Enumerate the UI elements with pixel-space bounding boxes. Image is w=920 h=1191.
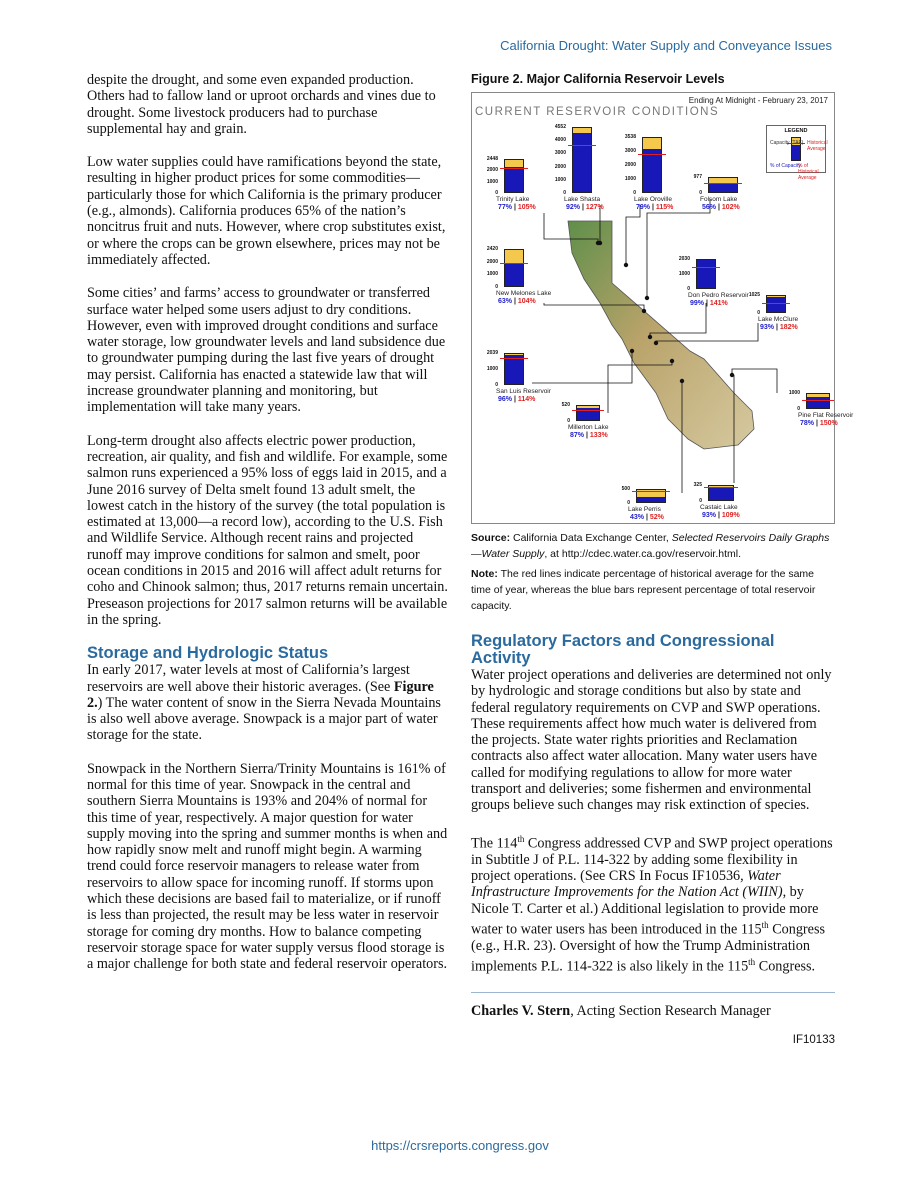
pct-historical: 114% bbox=[517, 396, 536, 403]
separator: | bbox=[512, 204, 518, 211]
tick-label: 0 bbox=[495, 190, 498, 196]
storage-fill bbox=[807, 397, 829, 408]
figure-date-line: Ending At Midnight - February 23, 2017 bbox=[688, 96, 828, 105]
reservoir-name: New Melones Lake bbox=[496, 290, 552, 297]
historical-average-line bbox=[692, 267, 720, 268]
reservoir-name: Lake Perris bbox=[628, 506, 661, 513]
tick-label: 0 bbox=[563, 190, 566, 196]
historical-average-line bbox=[632, 491, 670, 492]
tick-label: 0 bbox=[567, 418, 570, 424]
figure-note bbox=[471, 566, 835, 614]
right-column bbox=[471, 72, 854, 1047]
capacity-bar bbox=[642, 137, 662, 193]
author-name: Charles V. Stern bbox=[471, 1003, 571, 1020]
running-header: California Drought: Water Supply and Conveyance Issues bbox=[500, 38, 832, 53]
tick-label: 2000 bbox=[486, 167, 498, 174]
separator: | bbox=[704, 300, 710, 307]
pct-capacity: 56% bbox=[702, 204, 717, 211]
reservoir-name: Don Pedro Reservoir bbox=[688, 292, 749, 299]
text-run: , at http://cdec.water.ca.gov/reservoir.html. bbox=[544, 548, 742, 560]
separator: | bbox=[584, 432, 590, 439]
separator: | bbox=[512, 298, 518, 305]
capacity-bar bbox=[696, 259, 716, 289]
text-run: Congress addressed CVP and SWP project operations in Subtitle J of P.L. 114-322 by adding some flexibility in project operations. (See CRS In Focus IF10536, bbox=[471, 835, 833, 884]
figure-reference: Figure 2. bbox=[87, 678, 434, 711]
tick-label: 2030 bbox=[678, 256, 690, 262]
reservoir-name: Lake McClure bbox=[758, 316, 799, 323]
storage-fill bbox=[767, 297, 785, 312]
separator: | bbox=[580, 204, 586, 211]
paragraph bbox=[471, 831, 835, 976]
left-column bbox=[87, 72, 449, 990]
capacity-bar bbox=[708, 177, 738, 193]
tick-label: 2000 bbox=[554, 163, 566, 170]
pct-historical: 115% bbox=[655, 204, 674, 211]
reservoir-percentages bbox=[570, 432, 608, 439]
legend-pct-historical-label: % of Historical Average bbox=[798, 163, 819, 181]
capacity-bar bbox=[504, 159, 524, 193]
separator: | bbox=[716, 204, 722, 211]
storage-fill bbox=[505, 167, 523, 192]
historical-average-line bbox=[704, 183, 742, 184]
reservoir-name: Millerton Lake bbox=[568, 424, 609, 431]
tick-label: 1000 bbox=[486, 271, 498, 278]
text-run: ) The water content of snow in the Sierra Nevada Mountains is also well above average. Snowpack is a major part of water storage for the state. bbox=[87, 694, 441, 744]
paragraph bbox=[87, 662, 449, 743]
paragraph: Long-term drought also affects electric power production, recreation, air quality, and fish and wildlife. For example, some salmon runs experienced a 95% loss of eggs laid in 2015, and a June 2016 survey of Delta smelt found 13 adult smelt, the lowest catch in the history of the survey (the total population is estimated at 13,000—a record low), according to the U.S. Fish and Wildlife Service. Although recent rains and projected runoff may improve conditions for salmon and smelt, poor ocean conditions in 2015 and 2016 will affect adult returns for coho and Chinook salmon; thus, 2017 returns remain uncertain. Preseason projections for 2017 salmon returns will be available in the spring. bbox=[87, 432, 448, 628]
pct-historical: 109% bbox=[721, 512, 740, 519]
reservoir-name: Castaic Lake bbox=[700, 504, 738, 511]
tick-label: 500 bbox=[621, 486, 630, 492]
historical-average-line bbox=[638, 154, 666, 155]
note-label: Note: bbox=[471, 568, 498, 580]
section-heading-storage: Storage and Hydrologic Status bbox=[87, 644, 329, 663]
text-run: California Data Exchange Center, bbox=[510, 532, 672, 544]
reservoir-percentages bbox=[566, 204, 604, 211]
tick-label: 2420 bbox=[486, 246, 498, 252]
pct-historical: 141% bbox=[709, 300, 728, 307]
pct-capacity: 87% bbox=[570, 432, 585, 439]
capacity-bar bbox=[806, 393, 830, 409]
storage-fill bbox=[643, 149, 661, 192]
source-title: Selected Reservoirs Daily Graphs—Water Supply bbox=[471, 532, 830, 560]
storage-fill bbox=[573, 133, 591, 192]
tick-label: 1000 bbox=[624, 176, 636, 182]
text-run: In early 2017, water levels at most of California’s largest reservoirs are well above their historic averages. (See bbox=[87, 662, 410, 695]
historical-average-line bbox=[500, 263, 528, 264]
reservoir-name: Trinity Lake bbox=[496, 196, 530, 203]
tick-label: 2000 bbox=[624, 162, 636, 168]
reservoir-name: Lake Oroville bbox=[634, 196, 672, 203]
historical-average-line bbox=[500, 168, 528, 169]
tick-label: 0 bbox=[633, 190, 636, 196]
capacity-bar bbox=[766, 295, 786, 313]
paragraph: Some cities’ and farms’ access to groundwater or transferred surface water helped some users adjust to dry conditions. However, even with improved drought conditions and surface water storage, low groundwater levels and land subsidence due to groundwater pumping during the last five years of drought may persist. California has enacted a statewide law that will increase groundwater planning and monitoring, but implementation will take many years. bbox=[87, 285, 446, 416]
legend-capacity-label: Capacity (TAF) bbox=[770, 140, 804, 146]
footer-url: https://crsreports.congress.gov bbox=[371, 1138, 549, 1153]
legend-historical-label: Historical Average bbox=[807, 140, 828, 152]
tick-label: 0 bbox=[797, 406, 800, 412]
capacity-bar bbox=[504, 353, 524, 385]
capacity-bar bbox=[708, 485, 734, 501]
superscript: th bbox=[517, 833, 525, 844]
reservoir-percentages bbox=[498, 396, 535, 403]
historical-average-line bbox=[704, 487, 738, 488]
pct-historical: 105% bbox=[517, 204, 536, 211]
pct-historical: 150% bbox=[819, 420, 838, 427]
historical-average-line bbox=[572, 410, 604, 411]
tick-label: 520 bbox=[561, 402, 570, 408]
tick-label: 0 bbox=[699, 498, 702, 504]
tick-label: 3000 bbox=[624, 148, 636, 154]
pct-capacity: 96% bbox=[498, 396, 513, 403]
figure-subtitle: CURRENT RESERVOIR CONDITIONS bbox=[475, 106, 720, 118]
capacity-bar bbox=[636, 489, 666, 503]
tick-label: 325 bbox=[693, 482, 702, 488]
text-run: Congress. bbox=[755, 958, 816, 975]
divider bbox=[471, 992, 835, 993]
tick-label: 977 bbox=[693, 174, 702, 180]
figure-source bbox=[471, 530, 835, 562]
pct-capacity: 63% bbox=[498, 298, 513, 305]
tick-label: 3538 bbox=[624, 134, 636, 140]
section-heading-regulatory: Regulatory Factors and Congressional Activity bbox=[471, 632, 775, 667]
pct-historical: 104% bbox=[517, 298, 536, 305]
storage-fill bbox=[505, 263, 523, 286]
superscript: th bbox=[748, 957, 756, 968]
pct-capacity: 92% bbox=[566, 204, 581, 211]
storage-fill bbox=[709, 184, 737, 192]
legend-title: LEGEND bbox=[784, 128, 808, 134]
tick-label: 1000 bbox=[788, 390, 800, 396]
reservoir-percentages bbox=[702, 512, 740, 519]
tick-label: 1000 bbox=[678, 271, 690, 277]
storage-fill bbox=[637, 497, 665, 502]
tick-label: 1000 bbox=[486, 178, 498, 185]
tick-label: 1000 bbox=[554, 176, 566, 183]
tick-label: 1025 bbox=[748, 292, 760, 298]
storage-fill bbox=[505, 355, 523, 384]
pct-historical: 127% bbox=[585, 204, 604, 211]
tick-label: 2000 bbox=[486, 258, 498, 265]
reservoir-name: San Luis Reservoir bbox=[496, 388, 551, 395]
historical-average-line bbox=[568, 145, 596, 146]
historical-average-line bbox=[802, 400, 834, 401]
separator: | bbox=[814, 420, 820, 427]
pct-capacity: 43% bbox=[630, 514, 645, 521]
separator: | bbox=[644, 514, 650, 521]
figure-title: Figure 2. Major California Reservoir Levels bbox=[471, 72, 725, 86]
document-id: IF10133 bbox=[792, 1034, 835, 1047]
author-line bbox=[471, 1003, 835, 1020]
tick-label: 2039 bbox=[486, 350, 498, 356]
historical-average-line bbox=[762, 303, 790, 304]
storage-fill bbox=[697, 260, 715, 288]
reservoir-percentages bbox=[498, 204, 536, 211]
reservoir-percentages bbox=[800, 420, 838, 427]
author-title: , Acting Section Research Manager bbox=[570, 1003, 771, 1020]
pct-capacity: 93% bbox=[760, 324, 775, 331]
reservoir-percentages bbox=[760, 324, 798, 331]
paragraph: Water project operations and deliveries are determined not only by hydrologic and storage conditions but also by state and federal regulatory requirements on CVP and SWP operations. These requirements affect how much water is delivered from the projects. State water rights priorities and Reclamation contracts also affect water allocation. Many water users have called for modifying regulations to allow for more water transport and deliveries; some fishermen and environmental groups believe such changes may risk extinction of species. bbox=[471, 667, 832, 814]
tick-label: 0 bbox=[627, 500, 630, 506]
reservoir-percentages bbox=[702, 204, 740, 211]
tick-label: 4000 bbox=[554, 137, 566, 144]
separator: | bbox=[716, 512, 722, 519]
pct-historical: 133% bbox=[589, 432, 608, 439]
reservoir-name: Folsom Lake bbox=[700, 196, 738, 203]
tick-label: 4552 bbox=[554, 124, 566, 130]
tick-label: 2448 bbox=[486, 156, 498, 162]
historical-average-line bbox=[500, 358, 528, 359]
text-run: , by Nicole T. Carter et al.) Additional legislation to provide more water to water users has been introduced in the 115 bbox=[471, 884, 819, 938]
superscript: th bbox=[761, 919, 769, 930]
pct-historical: 102% bbox=[721, 204, 740, 211]
separator: | bbox=[650, 204, 656, 211]
text-run: Congress (e.g., H.R. 23). Oversight of how the Trump Administration implements P.L. 114-322 is also likely in the 115 bbox=[471, 921, 825, 975]
paragraph: despite the drought, and some even expanded production. Others had to fallow land or uproot orchards and vines due to drought. Some livestock producers had to purchase supplemental hay and grain. bbox=[87, 72, 436, 137]
tick-label: 1000 bbox=[486, 366, 498, 372]
pct-capacity: 77% bbox=[498, 204, 513, 211]
pct-capacity: 78% bbox=[800, 420, 815, 427]
tick-label: 0 bbox=[687, 286, 690, 292]
text-run: The 114 bbox=[471, 835, 518, 852]
report-title: Water Infrastructure Improvements for the Nation Act (WIIN) bbox=[471, 868, 783, 901]
tick-label: 0 bbox=[495, 382, 498, 388]
reservoir-name: Lake Shasta bbox=[564, 196, 601, 203]
paragraph: Snowpack in the Northern Sierra/Trinity Mountains is 161% of normal for this time of year. Snowpack in the central and southern Sierra Mountains is 193% and 204% of normal for this time of year, respectively. A major question for water supply moving into the spring and summer months is when and how rapidly snow melt and runoff might begin. A warming trend could force reservoir managers to release water from reservoirs to allow space for incoming runoff. If storms upon which these decisions are based fail to materialize, or if runoff is less than projected, the result may be less water in reservoir storage for coming dry months. How to balance competing reservoir storage space for water supply versus flood storage is a major challenge for both state and federal reservoir operators. bbox=[87, 760, 448, 973]
reservoir-percentages bbox=[636, 204, 673, 211]
tick-label: 0 bbox=[699, 190, 702, 196]
pct-capacity: 79% bbox=[636, 204, 651, 211]
tick-label: 0 bbox=[495, 284, 498, 290]
storage-fill bbox=[709, 487, 733, 500]
figure-legend bbox=[766, 125, 828, 181]
text-run: The red lines indicate percentage of historical average for the same time of year, whereas the blue bars represent percentage of total reservoir capacity. bbox=[471, 568, 816, 612]
legend-pct-capacity-label: % of Capacity bbox=[770, 163, 801, 169]
capacity-bar bbox=[576, 405, 600, 421]
reservoir-percentages bbox=[498, 298, 536, 305]
tick-label: 3000 bbox=[554, 150, 566, 157]
separator: | bbox=[774, 324, 780, 331]
reservoir-percentages bbox=[630, 514, 664, 521]
separator: | bbox=[512, 396, 518, 403]
pct-historical: 52% bbox=[649, 514, 664, 521]
pct-capacity: 99% bbox=[690, 300, 705, 307]
tick-label: 0 bbox=[757, 310, 760, 316]
reservoir-name: Pine Flat Reservoir bbox=[798, 412, 854, 419]
paragraph: Low water supplies could have ramifications beyond the state, resulting in higher product prices for some commodities—particularly those for which California is the primary producer (e.g., almonds). California produces 65% of the nation’s noncitrus fruit and nuts. However, where crop substitutes exist, or where the crops can be grown elsewhere, prices may not be immediately affected. bbox=[87, 154, 446, 268]
capacity-bar bbox=[572, 127, 592, 193]
capacity-bar bbox=[504, 249, 524, 287]
pct-historical: 182% bbox=[779, 324, 798, 331]
reservoir-percentages bbox=[690, 300, 728, 307]
pct-capacity: 93% bbox=[702, 512, 717, 519]
source-label: Source: bbox=[471, 532, 511, 544]
reservoir-figure bbox=[471, 92, 854, 524]
